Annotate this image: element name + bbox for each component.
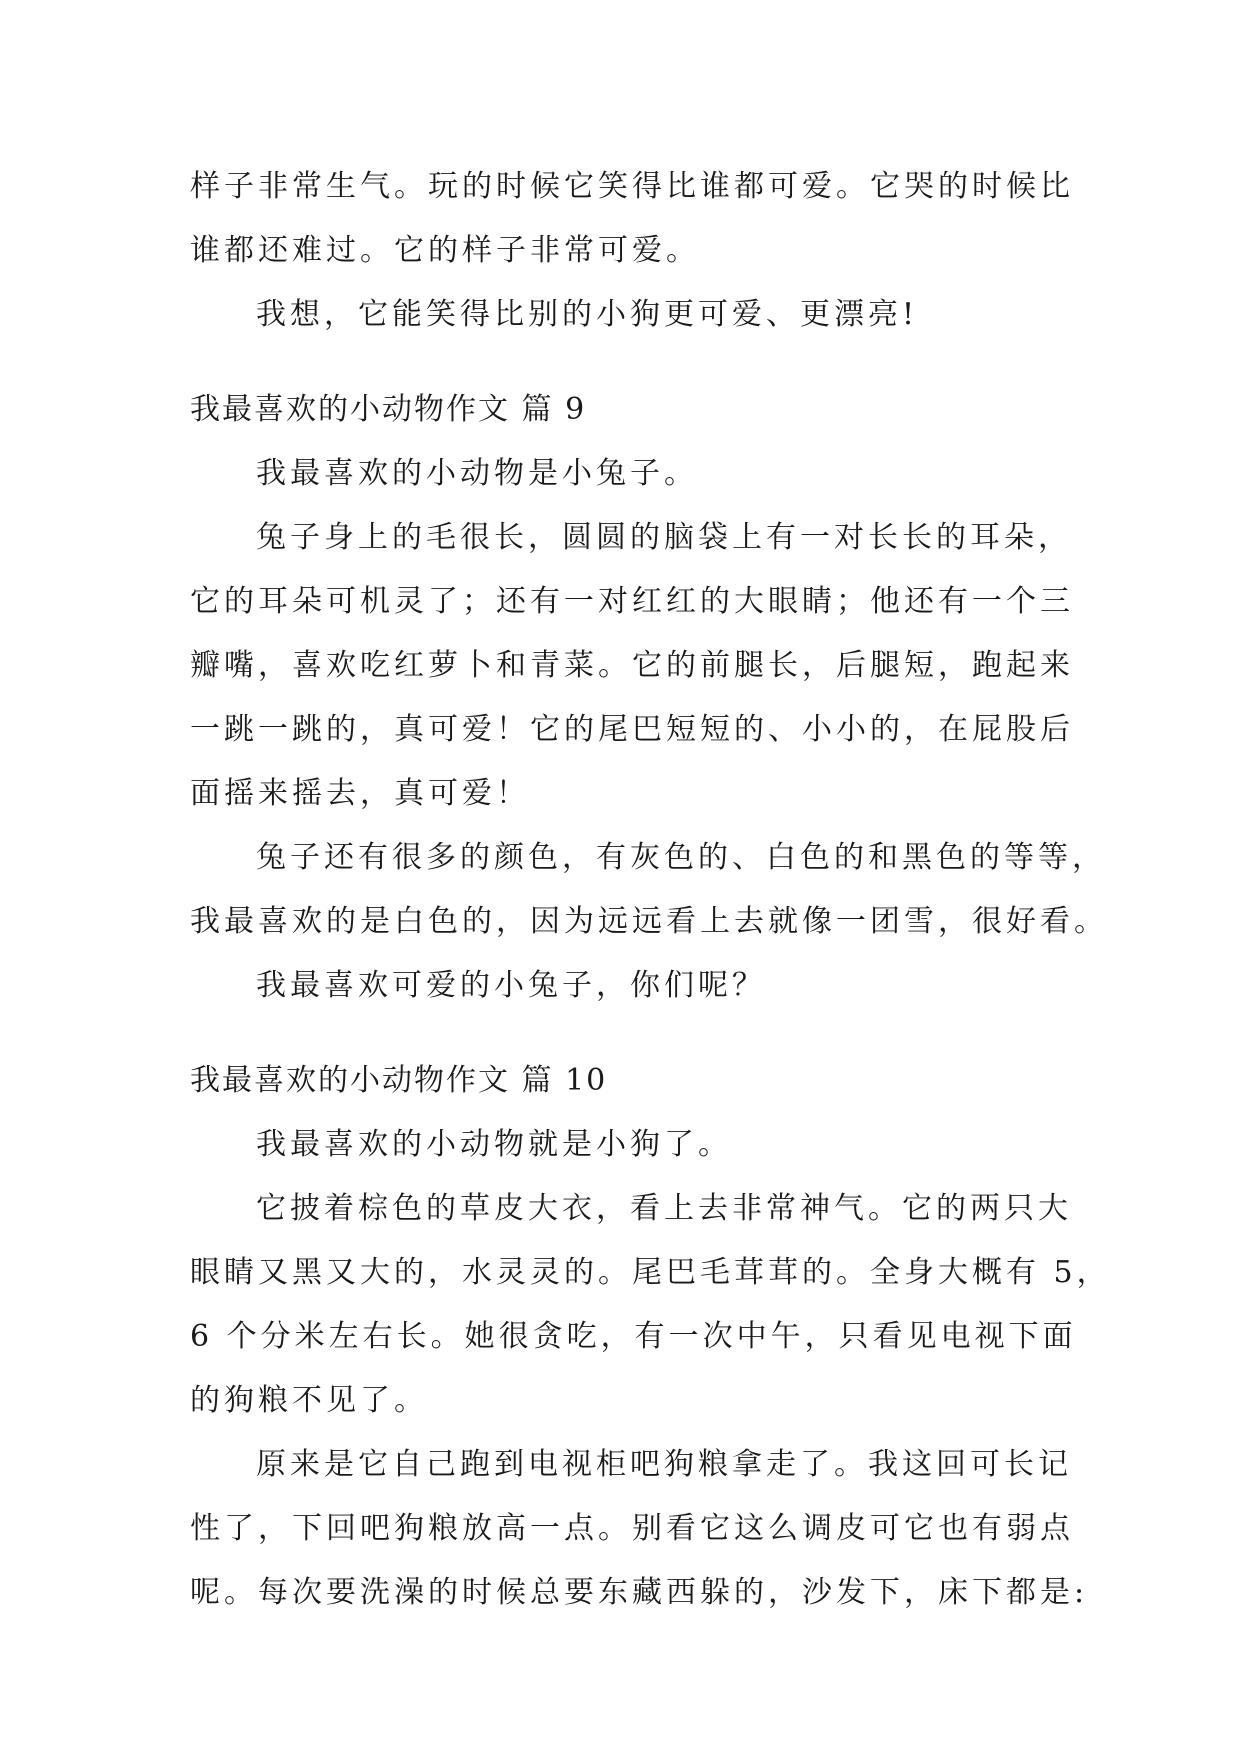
paragraph-line: 瓣嘴，喜欢吃红萝卜和青菜。它的前腿长，后腿短，跑起来: [190, 648, 1074, 683]
paragraph-line: 性了，下回吧狗粮放高一点。别看它这么调皮可它也有弱点: [190, 1511, 1074, 1546]
paragraph-line: 我最喜欢的小动物是小兔子。: [256, 456, 698, 491]
paragraph-line: 原来是它自己跑到电视柜吧狗粮拿走了。我这回可长记: [256, 1447, 1072, 1482]
section-heading: 我最喜欢的小动物作文 篇 9: [190, 392, 587, 427]
paragraph-line: 我最喜欢可爱的小兔子，你们呢？: [256, 968, 766, 1003]
paragraph-line: 我最喜欢的小动物就是小狗了。: [256, 1127, 732, 1162]
paragraph-line: 兔子还有很多的颜色，有灰色的、白色的和黑色的等等，: [256, 840, 1106, 875]
paragraph-line: 兔子身上的毛很长，圆圆的脑袋上有一对长长的耳朵，: [256, 520, 1072, 555]
paragraph-line: 眼睛又黑又大的，水灵灵的。尾巴毛茸茸的。全身大概有 5，: [190, 1255, 1111, 1290]
section-gap: [190, 1018, 1060, 1049]
paragraph-line: 6 个分米左右长。她很贪吃，有一次中午，只看见电视下面: [190, 1319, 1077, 1354]
section-gap: [190, 347, 1060, 378]
paragraph-line: 一跳一跳的，真可爱！它的尾巴短短的、小小的，在屁股后: [190, 712, 1074, 747]
document-page: [190, 155, 1111, 1625]
paragraph-line: 它的耳朵可机灵了；还有一对红红的大眼睛；他还有一个三: [190, 584, 1074, 619]
paragraph-line: 我想，它能笑得比别的小狗更可爱、更漂亮!: [256, 297, 919, 332]
paragraph-line: 谁都还难过。它的样子非常可爱。: [190, 233, 700, 268]
paragraph-line: 呢。每次要洗澡的时候总要东藏西躲的，沙发下，床下都是:: [190, 1575, 1089, 1610]
paragraph-line: 它披着棕色的草皮大衣，看上去非常神气。它的两只大: [256, 1191, 1072, 1226]
paragraph-line: 的狗粮不见了。: [190, 1383, 428, 1418]
paragraph-line: 面摇来摇去，真可爱！: [190, 776, 530, 811]
section-heading: 我最喜欢的小动物作文 篇 10: [190, 1063, 608, 1098]
paragraph-line: 样子非常生气。玩的时候它笑得比谁都可爱。它哭的时候比: [190, 169, 1074, 204]
paragraph-line: 我最喜欢的是白色的，因为远远看上去就像一团雪，很好看。: [190, 904, 1108, 939]
